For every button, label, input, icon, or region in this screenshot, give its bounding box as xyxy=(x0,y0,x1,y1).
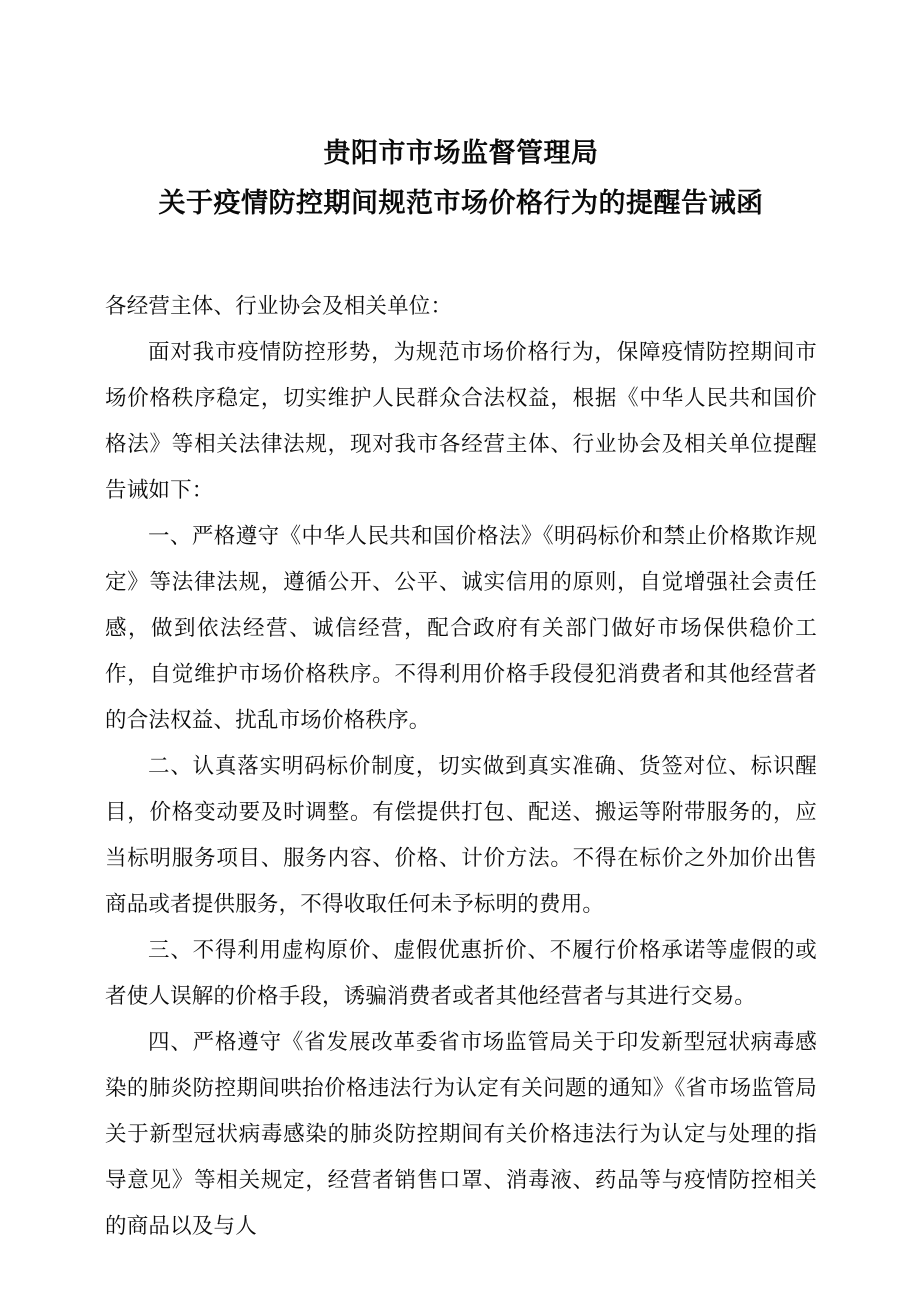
paragraph-item-3: 三、不得利用虚构原价、虚假优惠折价、不履行价格承诺等虚假的或者使人误解的价格手段，诱骗消费者或者其他经营者与其进行交易。 xyxy=(105,938,817,1008)
document-title-line-1: 贵阳市市场监督管理局 xyxy=(323,138,599,168)
paragraph-item-1: 一、严格遵守《中华人民共和国价格法》《明码标价和禁止价格欺诈规定》等法律法规，遵循公开、公平、诚实信用的原则，自觉增强社会责任感，做到依法经营、诚信经营，配合政府有关部门做好市场保供稳价工作，自觉维护市场价格秩序。不得利用价格手段侵犯消费者和其他经营者的合法权益、扰乱市场价格秩序。 xyxy=(105,524,817,732)
paragraph-item-2: 二、认真落实明码标价制度，切实做到真实准确、货签对位、标识醒目，价格变动要及时调整。有偿提供打包、配送、搬运等附带服务的，应当标明服务项目、服务内容、价格、计价方法。不得在标价之外加价出售商品或者提供服务，不得收取任何未予标明的费用。 xyxy=(105,754,817,916)
document-salutation: 各经营主体、行业协会及相关单位： xyxy=(105,294,453,318)
paragraph-preamble: 面对我市疫情防控形势，为规范市场价格行为，保障疫情防控期间市场价格秩序稳定，切实维护人民群众合法权益，根据《中华人民共和国价格法》等相关法律法规，现对我市各经营主体、行业协会及相关单位提醒告诫如下： xyxy=(105,340,817,502)
document-title-block xyxy=(105,0,817,228)
document-title-line-2: 关于疫情防控期间规范市场价格行为的提醒告诫函 xyxy=(158,188,764,218)
paragraph-item-4: 四、严格遵守《省发展改革委省市场监管局关于印发新型冠状病毒感染的肺炎防控期间哄抬价格违法行为认定有关问题的通知》《省市场监管局关于新型冠状病毒感染的肺炎防控期间有关价格违法行为认定与处理的指导意见》等相关规定，经营者销售口罩、消毒液、药品等与疫情防控相关的商品以及与人 xyxy=(105,1030,817,1238)
document-body xyxy=(105,0,817,1249)
